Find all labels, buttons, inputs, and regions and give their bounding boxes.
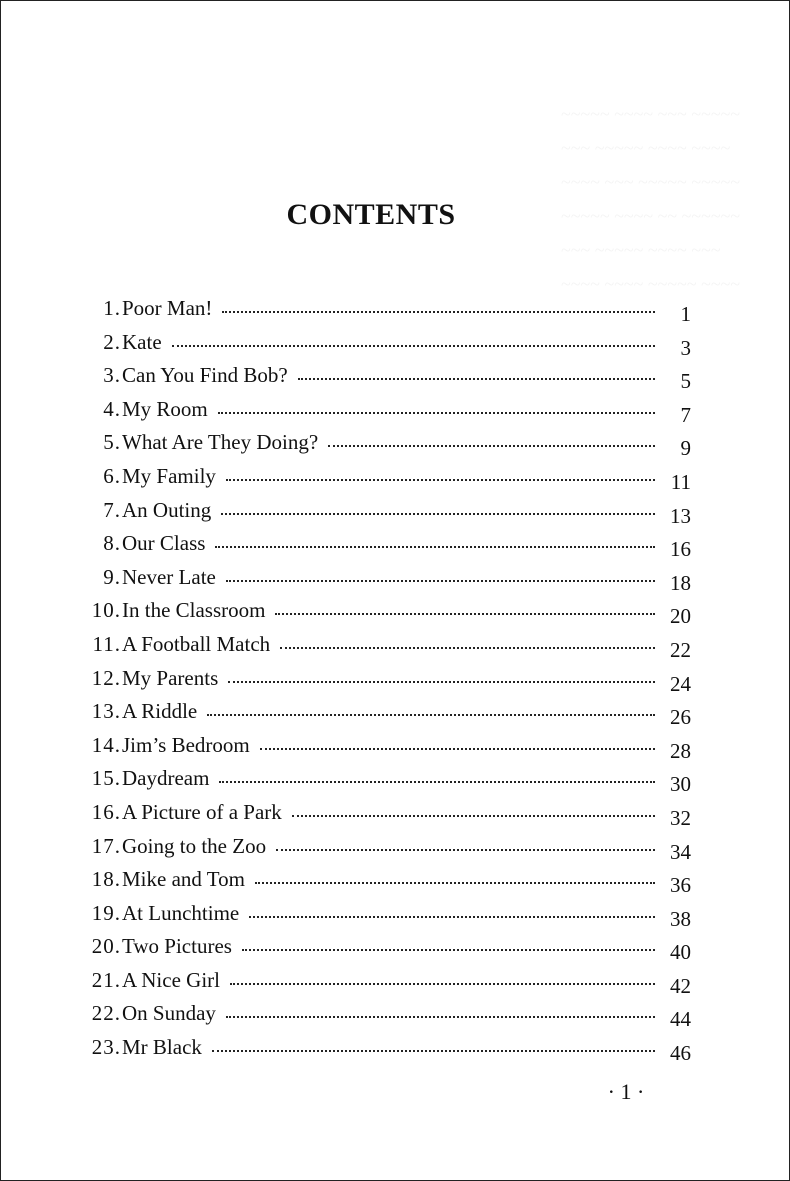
toc-entry-number: 8.: [103, 531, 121, 556]
toc-entry-number: 7.: [103, 497, 121, 522]
toc-entry-number: 15.: [91, 766, 121, 791]
toc-entry[interactable]: [73, 598, 691, 632]
dot-leader: [242, 949, 655, 951]
toc-entry-title: Kate: [122, 329, 162, 354]
dot-leader: [230, 983, 655, 985]
dot-leader: [226, 479, 655, 481]
toc-entry-page: 20: [670, 604, 691, 629]
toc-entry-number: 12.: [91, 665, 121, 690]
dot-leader: [275, 613, 655, 615]
toc-entry-number: 4.: [103, 396, 121, 421]
toc-entry[interactable]: [73, 699, 691, 733]
toc-entry-title: A Football Match: [122, 631, 271, 656]
dot-leader: [276, 849, 655, 851]
toc-entry-title: An Outing: [122, 497, 212, 522]
toc-entry-title: On Sunday: [122, 1001, 216, 1026]
dot-leader: [226, 580, 655, 582]
toc-entry-page: 46: [670, 1041, 691, 1066]
toc-entry-number: 13.: [91, 699, 121, 724]
table-of-contents: [73, 296, 691, 1069]
toc-entry-page: 36: [670, 873, 691, 898]
toc-entry-page: 38: [670, 906, 691, 931]
toc-entry-page: 30: [670, 772, 691, 797]
toc-entry-title: My Room: [122, 396, 208, 421]
toc-entry-page: 32: [670, 805, 691, 830]
toc-entry[interactable]: [73, 531, 691, 565]
toc-entry-title: A Nice Girl: [122, 967, 220, 992]
toc-entry[interactable]: [73, 834, 691, 868]
toc-entry-page: 24: [670, 671, 691, 696]
dot-leader: [212, 1050, 655, 1052]
toc-entry-number: 19.: [91, 900, 121, 925]
toc-entry-page: 34: [670, 839, 691, 864]
toc-entry-title: Jim’s Bedroom: [122, 732, 250, 757]
toc-entry-number: 3.: [103, 363, 121, 388]
toc-entry-page: 28: [670, 738, 691, 763]
toc-entry-title: At Lunchtime: [122, 900, 240, 925]
toc-entry-title: A Picture of a Park: [122, 799, 282, 824]
toc-entry-number: 18.: [91, 867, 121, 892]
toc-entry-title: My Family: [122, 463, 216, 488]
toc-entry-title: In the Classroom: [122, 598, 266, 623]
toc-entry-title: Our Class: [122, 531, 206, 556]
toc-entry-page: 16: [670, 537, 691, 562]
toc-entry-number: 1.: [103, 296, 121, 320]
toc-entry-page: 7: [680, 402, 691, 427]
toc-entry-number: 11.: [92, 631, 121, 656]
toc-entry-number: 20.: [91, 934, 121, 959]
toc-entry-title: What Are They Doing?: [122, 430, 319, 455]
toc-entry-number: 2.: [103, 329, 121, 354]
toc-entry-page: 42: [670, 973, 691, 998]
toc-entry-page: 22: [670, 637, 691, 662]
toc-entry[interactable]: [73, 430, 691, 464]
toc-entry-number: 16.: [91, 799, 121, 824]
toc-entry[interactable]: [73, 666, 691, 700]
dot-leader: [298, 378, 655, 380]
toc-entry-page: 26: [670, 705, 691, 730]
toc-entry[interactable]: [73, 565, 691, 599]
toc-entry[interactable]: [73, 934, 691, 968]
dot-leader: [292, 815, 655, 817]
toc-entry-page: 3: [680, 335, 691, 360]
toc-entry-title: Mike and Tom: [122, 867, 245, 892]
toc-entry[interactable]: [73, 397, 691, 431]
dot-leader: [260, 748, 655, 750]
toc-entry-number: 6.: [103, 463, 121, 488]
toc-entry-number: 23.: [91, 1035, 121, 1060]
dot-leader: [226, 1016, 655, 1018]
toc-entry[interactable]: [73, 330, 691, 364]
dot-leader: [221, 513, 655, 515]
toc-entry[interactable]: [73, 1001, 691, 1035]
toc-entry-number: 14.: [91, 732, 121, 757]
toc-entry[interactable]: [73, 968, 691, 1002]
dot-leader: [280, 647, 655, 649]
toc-entry[interactable]: [73, 733, 691, 767]
toc-entry[interactable]: [73, 498, 691, 532]
toc-entry-page: 5: [680, 369, 691, 394]
toc-entry[interactable]: [73, 363, 691, 397]
dot-leader: [249, 916, 655, 918]
toc-entry[interactable]: [73, 800, 691, 834]
dot-leader: [218, 412, 655, 414]
toc-entry[interactable]: [73, 867, 691, 901]
toc-entry-title: Two Pictures: [122, 934, 232, 959]
toc-entry[interactable]: [73, 632, 691, 666]
toc-entry-page: 9: [680, 436, 691, 461]
page-title: CONTENTS: [286, 198, 456, 231]
toc-entry-page: 13: [670, 503, 691, 528]
dot-leader: [219, 781, 655, 783]
dot-leader: [228, 681, 655, 683]
toc-entry[interactable]: [73, 901, 691, 935]
toc-entry-title: Poor Man!: [122, 296, 213, 320]
toc-entry-title: Going to the Zoo: [122, 833, 267, 858]
toc-entry[interactable]: [73, 766, 691, 800]
dot-leader: [222, 311, 655, 313]
toc-entry-page: 40: [670, 940, 691, 965]
toc-entry-title: Mr Black: [122, 1035, 202, 1060]
toc-entry-number: 5.: [103, 430, 121, 455]
toc-entry-number: 10.: [91, 598, 121, 623]
toc-entry-number: 9.: [103, 564, 121, 589]
toc-entry-page: 1: [680, 302, 691, 326]
toc-entry[interactable]: [73, 296, 691, 330]
toc-entry-number: 22.: [91, 1001, 121, 1026]
dot-leader: [328, 445, 655, 447]
dot-leader: [207, 714, 655, 716]
dot-leader: [255, 882, 655, 884]
toc-entry[interactable]: [73, 1035, 691, 1069]
toc-entry-page: 11: [670, 469, 691, 494]
toc-entry-title: Can You Find Bob?: [122, 363, 288, 388]
toc-entry-title: Never Late: [122, 564, 216, 589]
toc-entry[interactable]: [73, 464, 691, 498]
toc-entry-page: 18: [670, 570, 691, 595]
toc-entry-number: 17.: [91, 833, 121, 858]
dot-leader: [215, 546, 655, 548]
toc-entry-number: 21.: [91, 967, 121, 992]
page-number: · 1 ·: [607, 1079, 645, 1104]
toc-entry-title: Daydream: [122, 766, 210, 791]
toc-entry-title: A Riddle: [122, 699, 198, 724]
toc-entry-title: My Parents: [122, 665, 219, 690]
toc-entry-page: 44: [670, 1007, 691, 1032]
dot-leader: [172, 345, 655, 347]
